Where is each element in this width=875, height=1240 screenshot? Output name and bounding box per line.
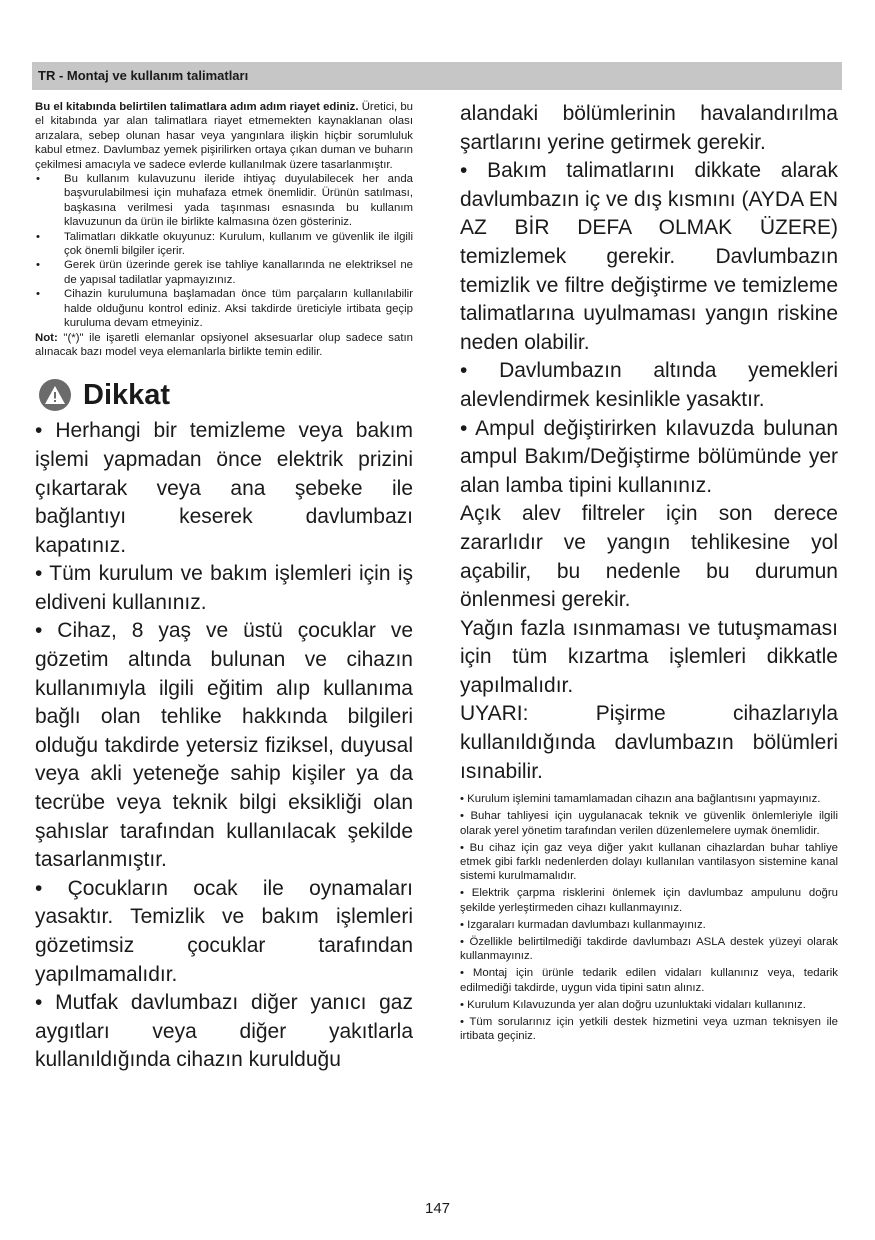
warning-heading: [35, 373, 413, 417]
note-paragraph: [35, 331, 413, 360]
paragraph: • Bakım talimatlarını dikkate alarak davlumbazın iç ve dış kısmını (AYDA EN AZ BİR DEFA OLMAK ÜZERE) temizlemek gerekir. Davlumbazın temizlik ve filtre değiştirme ve temizleme talimatlarına uyulmaması yangın riskine neden olabilir.: [460, 159, 838, 354]
paragraph: Yağın fazla ısınmaması ve tutuşmaması için tüm kızartma işlemleri dikkatle yapılmalıdır.: [460, 616, 838, 697]
section-header: [32, 62, 842, 90]
page-number: 147: [424, 1200, 451, 1217]
paragraph: • Ampul değiştirirken kılavuzda bulunan ampul Bakım/Değiştirme bölümünde yer alan lamba tipini kullanınız.: [460, 416, 838, 497]
bullet-list: [35, 172, 413, 330]
note-item: • Tüm sorularınız için yetkili destek hizmetini veya uzman teknisyen ile irtibata geçiniz.: [460, 1016, 838, 1043]
list-item: • Talimatları dikkatle okuyunuz: Kurulum, kullanım ve güvenlik ile ilgili çok önemli bilgiler içerir.: [35, 230, 413, 259]
right-column: [460, 100, 838, 1047]
list-item: • Bu kullanım kulavuzunu ileride ihtiyaç duyulabilecek her anda başvurulabilmesi için muhafaza etmek önemlidir. Ürünün satılması, başkasına verilmesi yada taşınması esnasında bu kullanım klavuzunun da ürün ile birlikte kalmasına özen gösteriniz.: [35, 172, 413, 230]
intro-text: Üretici, bu el kitabında yar alan talimatlara riayet etmemekten kaynaklanan olası arızalara, sebep olunan hasar veya yangınlara ilişkin hiçbir sorumluluk kabul etmez. Davlumbaz yemek pişirilirken ortaya çıkan duman ve buharın çekilmesi amacıyla ve sadece evlerde kullanılmak üzere tasarlanmıştır.: [35, 101, 413, 171]
list-item: • Gerek ürün üzerinde gerek ise tahliye kanallarında ne elektriksel ne de yapısal tadilatlar yapmayızınız.: [35, 258, 413, 287]
section-title: TR - Montaj ve kullanım talimatları: [38, 68, 249, 83]
paragraph: • Mutfak davlumbazı diğer yanıcı gaz aygıtları veya diğer yakıtlarla kullanıldığında cihazın kurulduğu: [35, 991, 413, 1072]
note-text: "(*)" ile işaretli elemanlar opsiyonel aksesuarlar olup sadece satın alınacak bazı model veya elemanlarla birlikte temin edilir.: [35, 331, 413, 358]
left-warnings: [35, 417, 413, 1075]
paragraph: alandaki bölümlerinin havalandırılma şartlarını yerine getirmek gerekir.: [460, 102, 838, 154]
note-item: • Kurulum işlemini tamamlamadan cihazın ana bağlantısını yapmayınız.: [460, 793, 821, 806]
intro-bold: Bu el kitabında belirtilen talimatlara adım adım riayet ediniz.: [35, 101, 359, 113]
list-item: • Cihazin kurulumuna başlamadan önce tüm parçaların kullanılabilir halde olduğunu kontrol ediniz. Aksi takdirde üreticiyle irtibata geçip kuruluma devam etmeyiniz.: [35, 287, 413, 330]
note-item: • Özellikle belirtilmediği takdirde davlumbazı ASLA destek yüzeyi olarak kullanmayınız.: [460, 936, 838, 963]
note-item: • Buhar tahliyesi için uygulanacak teknik ve güvenlik önlemleriyle ilgili olarak yerel yönetim tarafından verilen düzenlemelere uymak önemlidir.: [460, 810, 838, 837]
paragraph: • Davlumbazın altında yemekleri alevlendirmek kesinlikle yasaktır.: [460, 359, 838, 411]
paragraph: • Cihaz, 8 yaş ve üstü çocuklar ve gözetim altında bulunan ve cihazın kullanımıyla ilgili eğitim alıp kullanıma bağlı olan tehlike hakkında bilgileri olduğu takdirde yetersiz fiziksel, duyusal veya akli yeteneğe sahip kişiler ya da tecrübe veya teknik bilgi eksikliği olan şahıslar tarafından kullanılacak şekilde tasarlanmıştır.: [35, 619, 413, 872]
paragraph: Açık alev filtreler için son derece zararlıdır ve yangın tehlikesine yol açabilir, bu nedenle bu durumun önlenmesi gerekir.: [460, 502, 838, 612]
right-warnings: [460, 100, 838, 786]
paragraph: • Tüm kurulum ve bakım işlemleri için iş eldiveni kullanınız.: [35, 562, 413, 614]
note-item: • Elektrik çarpma risklerini önlemek için davlumbaz ampulunu doğru şekilde yerleştirmeden cihazı kullanmayınız.: [460, 887, 838, 914]
note-item: • Bu cihaz için gaz veya diğer yakıt kullanan cihazlardan buhar tahliye etmek gibi farklı nedenlerden dolayı kullanılan vantilasyon sistemine kanal sistemi kurulmamalıdır.: [460, 841, 838, 883]
paragraph: • Herhangi bir temizleme veya bakım işlemi yapmadan önce elektrik prizini çıkartarak veya ana şebeke ile bağlantıyı keserek davlumbazı kapatınız.: [35, 419, 413, 557]
paragraph: UYARI: Pişirme cihazlarıyla kullanıldığında davlumbazın bölümleri ısınabilir.: [460, 702, 838, 783]
note-item: • Montaj için ürünle tedarik edilen vidaları kullanınız veya, tedarik edilmediği takdirde, uygun vida tipini satın alınız.: [460, 967, 838, 994]
right-small-notes: [460, 792, 838, 1043]
intro-block: [35, 100, 413, 359]
paragraph: • Çocukların ocak ile oynamaları yasaktır. Temizlik ve bakım işlemleri gözetimsiz çocuklar tarafından yapılmamalıdır.: [35, 876, 413, 986]
intro-paragraph: [35, 100, 413, 172]
warning-icon: [39, 379, 71, 411]
note-label: Not:: [35, 331, 58, 344]
note-item: • Izgaraları kurmadan davlumbazı kullanmayınız.: [460, 918, 706, 931]
warning-title: Dikkat: [83, 378, 171, 411]
left-column: [35, 100, 413, 1075]
note-item: • Kurulum Kılavuzunda yer alan doğru uzunluktaki vidaları kullanınız.: [460, 998, 806, 1011]
